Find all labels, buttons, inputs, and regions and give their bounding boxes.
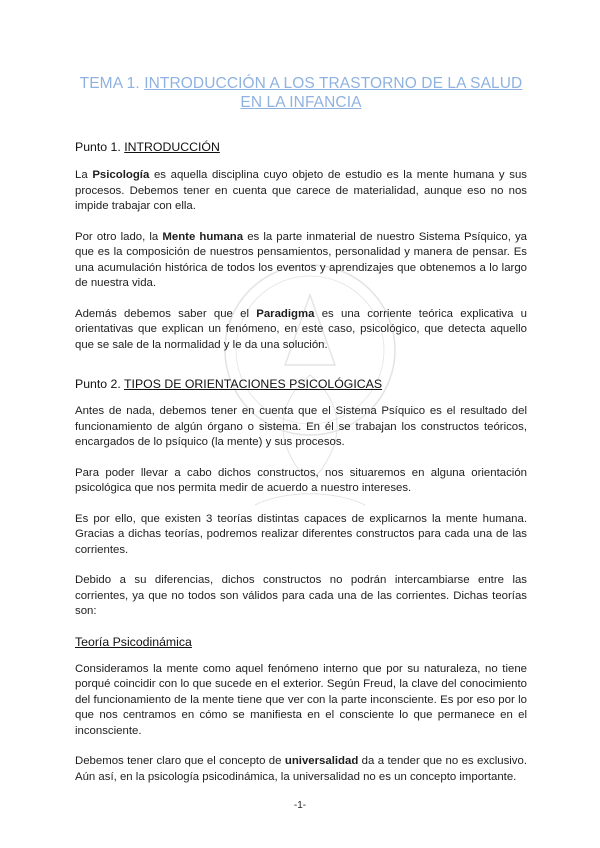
title-prefix: TEMA 1. [79, 75, 145, 92]
section-heading-punto-1 [75, 139, 527, 155]
document-title [75, 74, 527, 112]
document-page [75, 0, 527, 785]
paragraph: Es por ello, que existen 3 teorías distintas capaces de explicarnos la mente humana. Gracias a dichas teorías, podremos realizar diferentes constructos para cada una de las corrientes. [75, 512, 527, 556]
paragraph: Debemos tener claro que el concepto de universalidad da a tender que no es exclusivo. Aún así, en la psicología psicodinámica, la universalidad no es un concepto importante. [75, 755, 527, 783]
section-title: INTRODUCCIÓN [124, 140, 220, 154]
section-title: TIPOS DE ORIENTACIONES PSICOLÓGICAS [124, 377, 383, 391]
paragraph: Además debemos saber que el Paradigma es una corriente teórica explicativa u orientativas que explican un fenómeno, en este caso, psicológico, que detecta aquello que se sale de la normalidad y le da una solución. [75, 307, 527, 351]
title-link[interactable]: INTRODUCCIÓN A LOS TRASTORNO DE LA SALUD EN LA INFANCIA [144, 75, 523, 111]
paragraph: Para poder llevar a cabo dichos constructos, nos situaremos en alguna orientación psicológica que nos permita medir de acuerdo a nuestro intereses. [75, 466, 527, 494]
section-label: Punto 2. [75, 377, 125, 391]
paragraph: La Psicología es aquella disciplina cuyo objeto de estudio es la mente humana y sus procesos. Debemos tener en cuenta que carece de materialidad, aunque eso no nos impide trabajar con ella. [75, 169, 527, 212]
page-number: -1- [293, 800, 307, 811]
paragraph: Consideramos la mente como aquel fenómeno interno que por su naturaleza, no tiene porqué coincidir con lo que sucede en el exterior. Según Freud, la clave del conocimiento del funcionamiento de la mente tiene que ver con la parte inconsciente. Es por eso por lo que nos centramos en cómo se manifiesta en el consciente lo que permanece en el inconsciente. [75, 662, 527, 737]
section-heading-punto-2 [75, 376, 527, 392]
section-label: Punto 1. [75, 140, 125, 154]
subsection-heading: Teoría Psicodinámica [75, 634, 192, 649]
paragraph: Por otro lado, la Mente humana es la parte inmaterial de nuestro Sistema Psíquico, ya que es la composición de nuestros pensamientos, personalidad y manera de pensar. Es una acumulación histórica de todos los eventos y aprendizajes que obtenemos a lo largo de nuestra vida. [75, 230, 528, 289]
paragraph: Debido a su diferencias, dichos constructos no podrán intercambiarse entre las corrientes, ya que no todos son válidos para cada una de las corrientes. Dichas teorías son: [75, 574, 527, 617]
paragraph: Antes de nada, debemos tener en cuenta que el Sistema Psíquico es el resultado del funcionamiento de algún órgano o sistema. En él se trabajan los constructos teóricos, encargados de lo psíquico (la mente) y sus procesos. [75, 405, 527, 448]
